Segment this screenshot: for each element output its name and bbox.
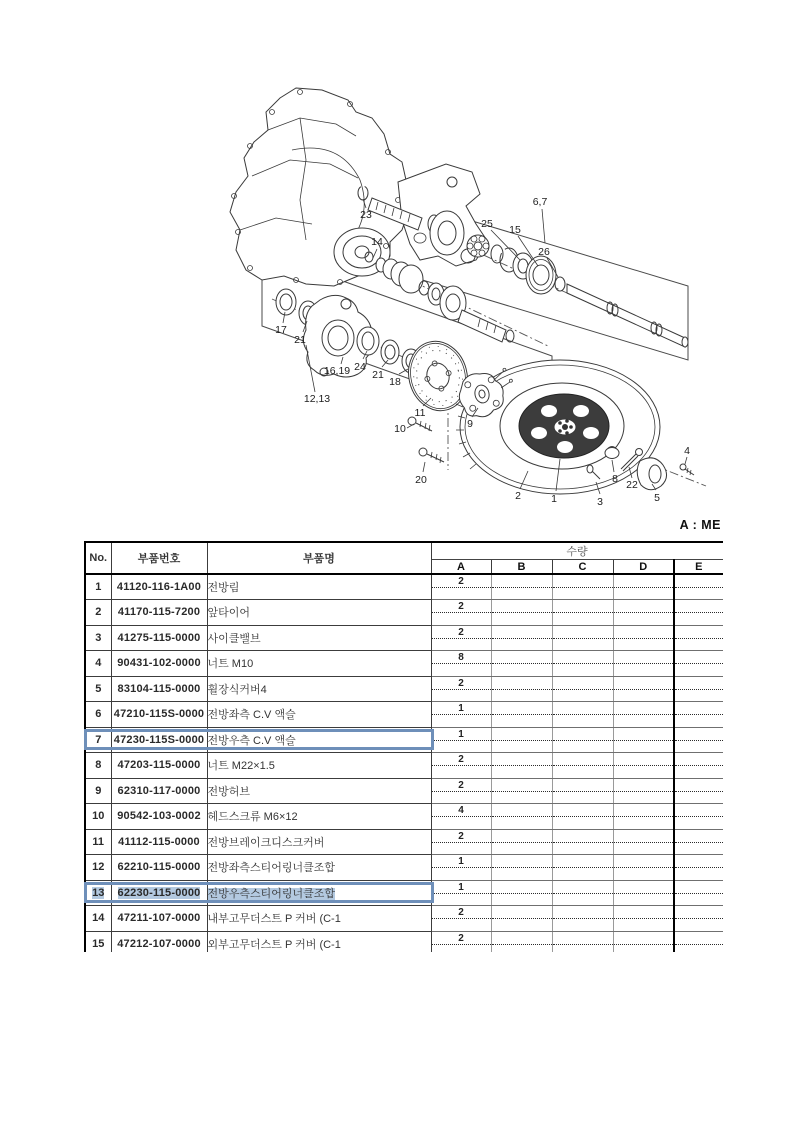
cell-qty-e [674, 676, 723, 702]
cell-part-name-cell [207, 625, 431, 651]
qty-value: 8 [458, 652, 464, 663]
cell-part-number: 90431-102-0000 [117, 657, 201, 670]
cell-part-name-cell [207, 600, 431, 626]
cell-part-name-cell [207, 804, 431, 830]
cell-no: 10 [92, 810, 105, 823]
cell-qty-b [491, 727, 552, 753]
cell-no-cell [85, 676, 111, 702]
cell-qty-b [491, 625, 552, 651]
diagram-callout-label: 23 [360, 208, 372, 221]
qty-value: 2 [458, 907, 464, 918]
table-row [85, 778, 723, 804]
col-header-qty-a: A [431, 560, 491, 575]
cell-part-name: 전방좌측 C.V 액슬 [207, 709, 296, 722]
cell-qty-d [613, 829, 674, 855]
cell-qty-a [431, 931, 491, 952]
cell-qty-c [552, 931, 613, 952]
qty-value: 1 [458, 881, 464, 893]
cell-part-number-cell [111, 753, 207, 779]
cell-qty-b [491, 600, 552, 626]
cell-qty-d [613, 625, 674, 651]
cell-part-name: 너트 M10 [207, 658, 254, 671]
cell-qty-d [613, 778, 674, 804]
cell-no: 2 [95, 606, 102, 619]
cell-qty-a [431, 574, 491, 600]
cell-qty-d [613, 880, 674, 906]
cell-qty-e [674, 880, 723, 906]
cell-no-cell [85, 778, 111, 804]
table-row [85, 574, 723, 600]
cell-qty-c [552, 600, 613, 626]
diagram-callout-label: 14 [371, 235, 383, 248]
cell-qty-e [674, 829, 723, 855]
cell-part-number: 90542-103-0002 [117, 810, 201, 823]
callout-leader [542, 209, 545, 243]
cell-qty-c [552, 855, 613, 881]
qty-value: 2 [458, 779, 464, 791]
qty-value: 1 [458, 703, 464, 714]
cell-no: 7 [95, 733, 102, 746]
cell-qty-a [431, 676, 491, 702]
cell-qty-b [491, 804, 552, 830]
col-header-qty-group: 수량 [431, 542, 723, 560]
cell-qty-c [552, 727, 613, 753]
diagram-callout-label: 22 [626, 478, 638, 491]
diagram-callout-label: 18 [389, 375, 401, 388]
cell-part-number-cell [111, 931, 207, 952]
cell-part-number-cell [111, 600, 207, 626]
cell-no: 12 [92, 861, 105, 874]
cell-part-number-cell [111, 702, 207, 728]
cell-qty-a [431, 804, 491, 830]
cell-part-name-cell [207, 855, 431, 881]
cell-part-name: 너트 M22×1.5 [207, 760, 275, 773]
cell-qty-c [552, 906, 613, 932]
diagram-callout-label: 8 [612, 472, 618, 485]
col-header-qty-c: C [552, 560, 613, 575]
cell-part-name-cell [207, 727, 431, 753]
cell-qty-b [491, 702, 552, 728]
cell-part-name: 앞타이어 [207, 607, 251, 620]
cell-qty-e [674, 931, 723, 952]
cell-no: 15 [92, 937, 105, 950]
cell-part-name-cell [207, 906, 431, 932]
diagram-callout-label: 12,13 [303, 392, 331, 405]
cell-qty-a [431, 855, 491, 881]
cell-qty-b [491, 574, 552, 600]
cell-qty-a [431, 778, 491, 804]
cell-no-cell [85, 600, 111, 626]
cell-no: 13 [92, 886, 105, 899]
cell-qty-c [552, 804, 613, 830]
column-a-note: A : ME [679, 518, 721, 532]
cell-no-cell [85, 804, 111, 830]
cell-no: 1 [95, 581, 102, 593]
parts-exploded-diagram [0, 0, 793, 540]
cell-qty-b [491, 829, 552, 855]
qty-value: 1 [458, 856, 464, 867]
cell-qty-a [431, 829, 491, 855]
table-row [85, 625, 723, 651]
cell-part-number-cell [111, 855, 207, 881]
col-header-qty-b: B [491, 560, 552, 575]
cell-qty-b [491, 931, 552, 952]
diagram-callout-label: 5 [654, 491, 660, 504]
cell-no: 6 [95, 708, 102, 721]
diagram-callout-label: 25 [481, 217, 493, 230]
diagram-callout-label: 17 [275, 323, 287, 336]
cell-qty-d [613, 931, 674, 952]
qty-value: 2 [458, 932, 464, 944]
cell-no-cell [85, 906, 111, 932]
cell-no-cell [85, 574, 111, 600]
parts-table-wrap [84, 541, 723, 952]
cell-no-cell [85, 753, 111, 779]
diagram-callout-label: 9 [467, 417, 473, 430]
diagram-callout-label: 3 [597, 495, 603, 508]
col-header-no: No. [85, 542, 111, 574]
parts-table [84, 541, 723, 952]
cell-part-name-cell [207, 753, 431, 779]
cell-part-number-cell [111, 574, 207, 600]
cell-part-name-cell [207, 574, 431, 600]
cell-qty-d [613, 727, 674, 753]
cell-qty-e [674, 804, 723, 830]
cell-qty-a [431, 625, 491, 651]
qty-value: 2 [458, 754, 464, 765]
cell-part-name: 전방우측 C.V 액슬 [207, 734, 296, 747]
cell-qty-e [674, 651, 723, 677]
cell-qty-a [431, 906, 491, 932]
diagram-callout-label: 4 [684, 444, 690, 457]
cell-no-cell [85, 702, 111, 728]
cell-part-name-cell [207, 829, 431, 855]
cell-qty-d [613, 702, 674, 728]
cell-part-name-cell [207, 676, 431, 702]
cell-no: 4 [95, 657, 102, 670]
cell-qty-c [552, 702, 613, 728]
cell-part-number-cell [111, 880, 207, 906]
cell-part-name: 헤드스크류 M6×12 [207, 811, 298, 824]
cell-no-cell [85, 625, 111, 651]
cell-qty-e [674, 778, 723, 804]
table-row [85, 804, 723, 830]
cell-qty-e [674, 855, 723, 881]
table-row [85, 753, 723, 779]
cell-part-name: 전방좌측스티어링너클조합 [207, 862, 336, 875]
cell-part-name-cell [207, 702, 431, 728]
cell-no-cell [85, 727, 111, 753]
cell-part-number-cell [111, 651, 207, 677]
cell-no: 3 [95, 631, 102, 644]
cell-qty-b [491, 778, 552, 804]
cell-part-number-cell [111, 906, 207, 932]
cell-part-name-cell [207, 778, 431, 804]
cell-part-number: 83104-115-0000 [117, 682, 201, 695]
qty-value: 2 [458, 677, 464, 689]
diagram-callout-label: 20 [415, 473, 427, 486]
cell-part-number: 47203-115-0000 [117, 759, 201, 772]
table-row [85, 829, 723, 855]
cell-part-name: 전방허브 [207, 785, 251, 798]
cell-qty-c [552, 880, 613, 906]
diagram-callout-label: 21 [294, 333, 306, 346]
cell-part-number: 47210-115S-0000 [113, 708, 205, 721]
table-row [85, 880, 723, 906]
cell-qty-a [431, 600, 491, 626]
cell-part-name: 전방브레이크디스크커버 [207, 836, 325, 849]
cell-no-cell [85, 829, 111, 855]
cell-qty-d [613, 574, 674, 600]
cell-qty-d [613, 804, 674, 830]
callout-leader [685, 457, 687, 464]
diagram-callout-label: 1 [551, 492, 557, 505]
cell-qty-d [613, 676, 674, 702]
cell-no: 11 [92, 835, 105, 848]
cell-no: 9 [95, 784, 102, 797]
diagram-callout-label: 11 [414, 406, 426, 419]
cell-part-name-cell [207, 931, 431, 952]
cell-qty-c [552, 651, 613, 677]
cell-qty-c [552, 753, 613, 779]
cell-qty-e [674, 702, 723, 728]
cell-part-number-cell [111, 778, 207, 804]
cell-no-cell [85, 855, 111, 881]
cell-qty-e [674, 906, 723, 932]
qty-value: 2 [458, 601, 464, 612]
cell-no-cell [85, 651, 111, 677]
cell-part-number-cell [111, 625, 207, 651]
cell-no-cell [85, 931, 111, 952]
cell-qty-c [552, 778, 613, 804]
cell-qty-a [431, 702, 491, 728]
qty-value: 2 [458, 830, 464, 842]
cell-qty-b [491, 906, 552, 932]
table-row [85, 702, 723, 728]
diagram-callout-label: 16,19 [323, 364, 351, 377]
col-header-qty-d: D [613, 560, 674, 575]
table-row [85, 676, 723, 702]
cell-qty-e [674, 727, 723, 753]
cell-qty-b [491, 753, 552, 779]
cell-part-name-cell [207, 880, 431, 906]
table-row [85, 600, 723, 626]
cell-part-number: 62230-115-0000 [117, 886, 201, 899]
cell-qty-d [613, 753, 674, 779]
cell-qty-a [431, 651, 491, 677]
cell-qty-d [613, 906, 674, 932]
table-row [85, 651, 723, 677]
cell-qty-b [491, 855, 552, 881]
cell-part-name: 휠장식커버4 [207, 683, 267, 696]
cell-no: 5 [95, 682, 102, 695]
diagram-callout-label: 6,7 [532, 195, 548, 208]
cell-qty-c [552, 829, 613, 855]
cell-part-number-cell [111, 727, 207, 753]
cell-qty-b [491, 676, 552, 702]
diagram-callout-label: 21 [372, 368, 384, 381]
cell-qty-e [674, 625, 723, 651]
cell-qty-a [431, 727, 491, 753]
cell-qty-e [674, 753, 723, 779]
table-row [85, 906, 723, 932]
diagram-callout-label: 10 [394, 422, 406, 435]
cell-part-number-cell [111, 804, 207, 830]
cell-part-name: 전방림 [207, 582, 240, 594]
cell-part-number: 47212-107-0000 [117, 937, 201, 950]
qty-value: 1 [458, 728, 464, 740]
diagram-callout-label: 24 [354, 360, 366, 373]
cell-part-number-cell [111, 829, 207, 855]
cell-part-name: 전방우측스티어링너클조합 [207, 887, 336, 900]
cell-part-number: 41112-115-0000 [118, 835, 200, 848]
cell-qty-d [613, 855, 674, 881]
cell-part-number: 41170-115-7200 [117, 606, 201, 619]
cell-qty-c [552, 676, 613, 702]
cell-part-number: 62210-115-0000 [117, 861, 201, 874]
cell-qty-a [431, 753, 491, 779]
cell-qty-c [552, 625, 613, 651]
cell-qty-d [613, 600, 674, 626]
diagram-callout-label: 2 [515, 489, 521, 502]
table-row [85, 727, 723, 753]
cell-part-name: 사이클밸브 [207, 632, 261, 645]
col-header-part-number: 부품번호 [111, 542, 207, 574]
cell-qty-d [613, 651, 674, 677]
cell-no: 8 [95, 759, 102, 772]
table-row [85, 855, 723, 881]
cell-qty-a [431, 880, 491, 906]
cell-qty-b [491, 880, 552, 906]
diagram-callout-label: 15 [509, 223, 521, 236]
cell-qty-e [674, 600, 723, 626]
cell-part-name: 내부고무더스트 P 커버 (C-1 [207, 913, 341, 926]
cell-no-cell [85, 880, 111, 906]
callout-leader [423, 462, 425, 472]
cell-part-number: 62310-117-0000 [117, 784, 201, 797]
cell-qty-c [552, 574, 613, 600]
cell-part-number: 41120-116-1A00 [116, 581, 202, 593]
cell-no: 14 [92, 912, 105, 925]
cell-part-number: 47230-115S-0000 [113, 733, 205, 746]
diagram-callout-label: 26 [538, 245, 550, 258]
col-header-qty-e: E [674, 560, 723, 575]
cell-part-number-cell [111, 676, 207, 702]
differential-housing [230, 88, 488, 286]
col-header-part-name: 부품명 [207, 542, 431, 574]
cell-qty-b [491, 651, 552, 677]
cell-part-name-cell [207, 651, 431, 677]
cell-part-number: 41275-115-0000 [117, 631, 201, 644]
cell-part-name: 외부고무더스트 P 커버 (C-1 [207, 938, 341, 951]
cell-qty-e [674, 574, 723, 600]
qty-value: 4 [458, 805, 464, 816]
qty-value: 2 [458, 576, 464, 587]
qty-value: 2 [458, 626, 464, 638]
table-row [85, 931, 723, 952]
cell-part-number: 47211-107-0000 [117, 912, 201, 925]
